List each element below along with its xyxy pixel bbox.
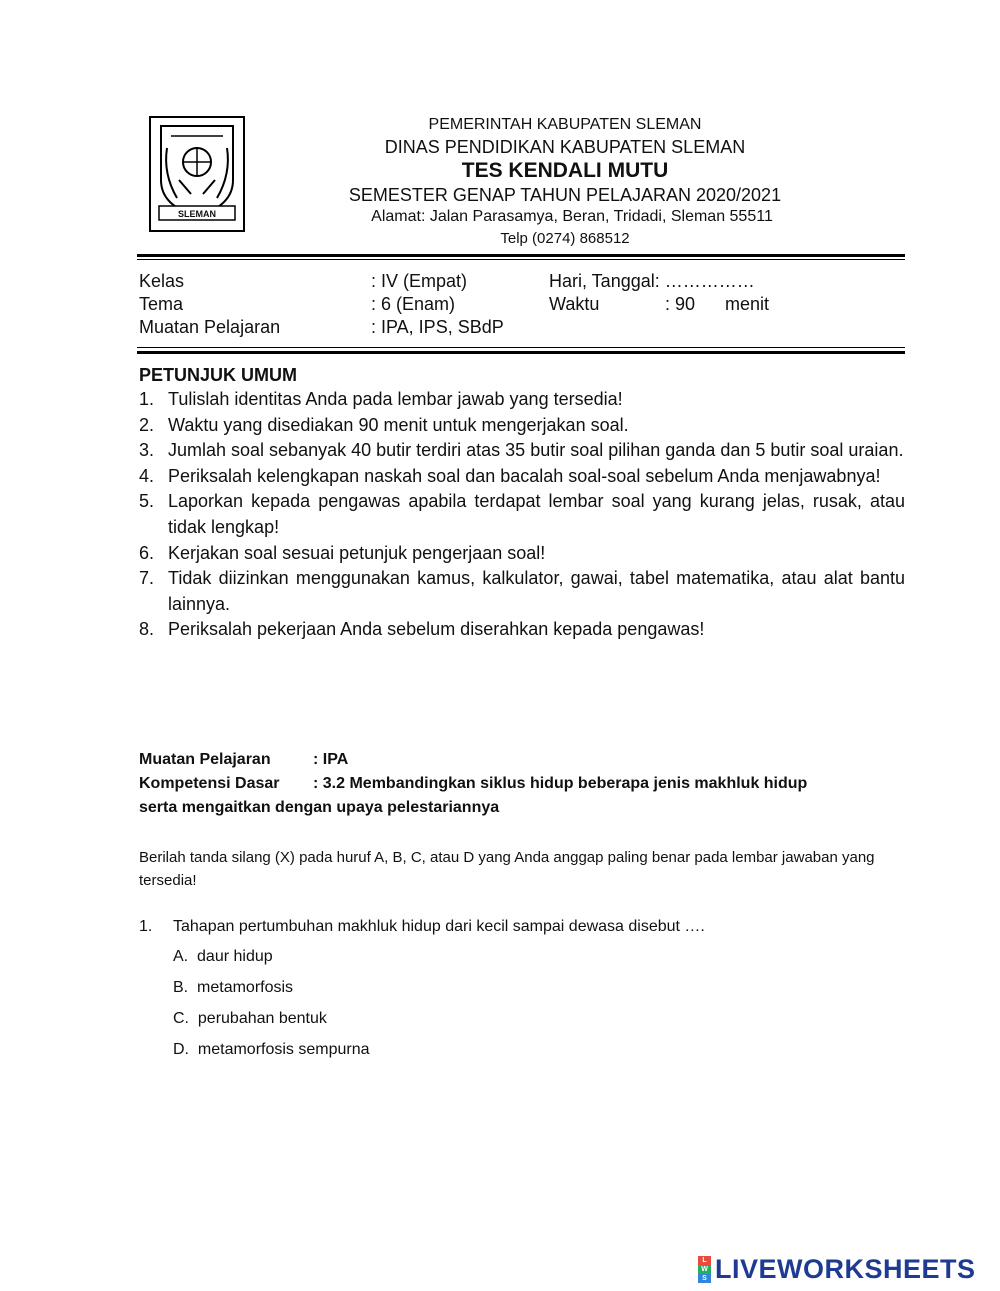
hari-tanggal: Hari, Tanggal: …………… — [549, 271, 755, 291]
section-muatan-label: Muatan Pelajaran — [139, 751, 271, 768]
kd-value: : 3.2 Membandingkan siklus hidup beberapa jenis makhluk hidup — [313, 775, 808, 792]
waktu-value: : 90 — [665, 294, 696, 314]
kelas-label: Kelas — [139, 271, 185, 291]
list-item: 6. Kerjakan soal sesuai petunjuk pengerjaan soal! — [139, 542, 546, 563]
list-item: 1. Tulislah identitas Anda pada lembar jawab yang tersedia! — [139, 389, 623, 409]
sleman-logo — [149, 116, 245, 232]
phone-line: Telp (0274) 868512 — [500, 230, 630, 247]
section-muatan-value: : IPA — [313, 751, 349, 768]
info-divider-thin — [137, 347, 905, 348]
option-a[interactable]: A. daur hidup — [173, 948, 273, 965]
instruction-text: Berilah tanda silang (X) pada huruf A, B, C, atau D yang Anda anggap paling benar pada lembar jawaban yang tersedia! — [139, 849, 875, 889]
petunjuk-list — [137, 387, 905, 643]
liveworksheets-logo[interactable] — [698, 1253, 993, 1285]
list-item: 2. Waktu yang disediakan 90 menit untuk mengerjakan soal. — [139, 414, 629, 435]
muatan-value: : IPA, IPS, SBdP — [371, 317, 504, 337]
address-line: Alamat: Jalan Parasamya, Beran, Tridadi, Sleman 55511 — [371, 208, 773, 225]
logo-label: SLEMAN — [178, 209, 216, 219]
muatan-label: Muatan Pelajaran — [139, 317, 281, 337]
brand-badge-icon: L W S — [698, 1256, 711, 1283]
question-number: 1. — [139, 918, 153, 935]
waktu-unit: menit — [725, 294, 770, 314]
test-title: TES KENDALI MUTU — [461, 159, 669, 182]
dept-name: DINAS PENDIDIKAN KABUPATEN SLEMAN — [384, 137, 746, 157]
info-divider — [137, 351, 905, 354]
list-item: 8. Periksalah pekerjaan Anda sebelum diserahkan kepada pengawas! — [139, 619, 705, 640]
kelas-value: : IV (Empat) — [371, 271, 468, 291]
petunjuk-title: PETUNJUK UMUM — [139, 365, 298, 385]
kd-continued: serta mengaitkan dengan upaya pelestariannya — [139, 799, 500, 816]
list-item: 3. Jumlah soal sebanyak 40 butir terdiri atas 35 butir soal pilihan ganda dan 5 butir soal uraian. — [139, 440, 904, 461]
semester-line: SEMESTER GENAP TAHUN PELAJARAN 2020/2021 — [348, 185, 782, 205]
list-item: 7. Tidak diizinkan menggunakan kamus, kalkulator, gawai, tabel matematika, atau alat bantu lainnya. — [139, 568, 905, 614]
waktu-label: Waktu — [549, 294, 600, 314]
tema-value: : 6 (Enam) — [371, 294, 456, 314]
header-divider-thin — [137, 259, 905, 260]
kd-label: Kompetensi Dasar — [139, 775, 280, 792]
option-c[interactable]: C. perubahan bentuk — [173, 1010, 327, 1027]
brand-name: LIVEWORKSHEETS — [715, 1253, 976, 1284]
header-divider — [137, 254, 905, 257]
option-b[interactable]: B. metamorfosis — [173, 979, 294, 996]
option-d[interactable]: D. metamorfosis sempurna — [173, 1041, 370, 1058]
tema-label: Tema — [139, 294, 184, 314]
list-item: 4. Periksalah kelengkapan naskah soal dan bacalah soal-soal sebelum Anda menjawabnya! — [139, 465, 881, 486]
gov-name: PEMERINTAH KABUPATEN SLEMAN — [428, 116, 702, 133]
question-text: Tahapan pertumbuhan makhluk hidup dari kecil sampai dewasa disebut …. — [173, 918, 705, 935]
list-item: 5. Laporkan kepada pengawas apabila terdapat lembar soal yang kurang jelas, rusak, atau tidak lengkap! — [139, 491, 905, 537]
